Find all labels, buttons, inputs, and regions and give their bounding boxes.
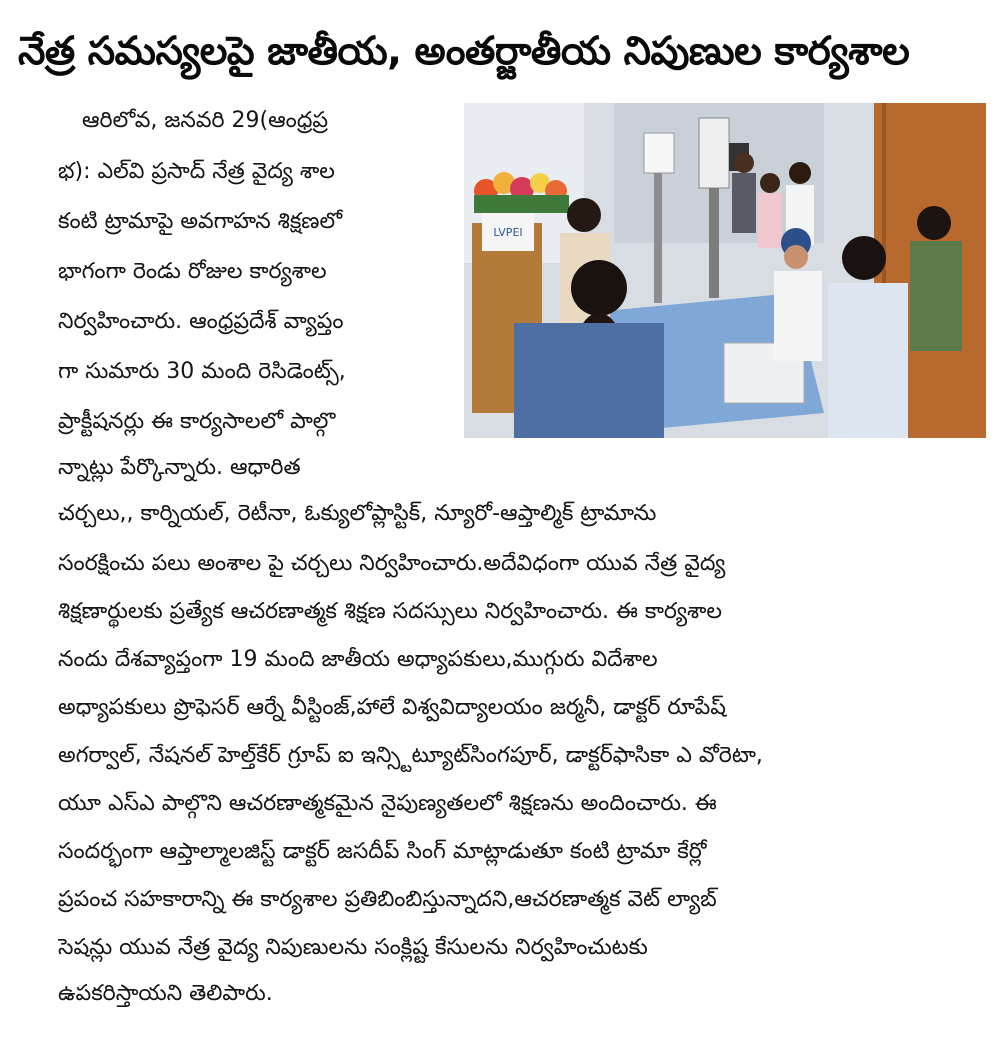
article-line: భ): ఎల్‌వి ప్రసాద్‌ నేత్ర వైద్య శాల <box>58 159 335 184</box>
article-line: గా సుమారు 30 మంది రెసిడెంట్స్‌, <box>58 359 346 384</box>
article-line: ప్రపంచ సహకారాన్ని ఈ కార్యశాల ప్రతిబింబిస్తున్నాదని,ఆచరణాత్మక వెట్‌ ల్యాబ్‌ <box>58 887 717 912</box>
article-line: ఆరిలోవ, జనవరి 29(ఆంధ్రప్ర <box>82 108 328 133</box>
workshop-photo-illustration <box>464 103 986 438</box>
article-line: సెషన్లు యువ నేత్ర వైద్య నిపుణులను సంక్లిష్ట కేసులను నిర్వహించుటకు <box>58 935 648 960</box>
article-line: కంటి ట్రామాపై అవగాహన శిక్షణలో <box>58 209 343 234</box>
banner-text: LVPEI <box>493 226 523 239</box>
article-line: న్నాట్లు పేర్కొన్నారు. ఆధారిత <box>58 455 301 480</box>
article-line: ఉపకరిస్తాయని తెలిపారు. <box>58 981 273 1006</box>
article-headline: నేత్ర సమస్యలపై జాతీయ, అంతర్జాతీయ నిపుణుల కార్యశాల <box>18 29 910 74</box>
article-line: చర్చలు,, కార్నియల్‌, రెటీనా, ఓక్యులోప్లాస్టిక్‌, న్యూరో-ఆప్తాల్మిక్‌ ట్రామాను <box>58 501 657 526</box>
article-line: అధ్యాపకులు ప్రొఫెసర్‌ ఆర్నే వీస్టింజ్‌,హాలే విశ్వవిద్యాలయం జర్మనీ, డాక్టర్‌ రూపేష్‌ <box>58 695 726 720</box>
article-line: ప్రాక్టీషనర్లు ఈ కార్యసాలలో పాల్గొ <box>58 409 336 434</box>
article-line: భాగంగా రెండు రోజుల కార్యశాల <box>58 259 327 284</box>
article-line: నందు దేశవ్యాప్తంగా 19 మంది జాతీయ అధ్యాపకులు,ముగ్గురు విదేశాల <box>58 647 658 672</box>
article-line: సంరక్షించు పలు అంశాల పై చర్చలు నిర్వహించారు.అదేవిధంగా యువ నేత్ర వైద్య <box>58 551 726 576</box>
article-line: శిక్షణార్థులకు ప్రత్యేక ఆచరణాత్మక శిక్షణ సదస్సులు నిర్వహించారు. ఈ కార్యశాల <box>58 599 723 624</box>
article-line: నిర్వహించారు. ఆంధ్రప్రదేశ్‌ వ్యాప్తం <box>58 309 344 334</box>
article-line: సందర్భంగా ఆప్తాల్మాలజిస్ట్‌ డాక్టర్‌ జసదీప్‌ సింగ్‌ మాట్లాడుతూ కంటి ట్రామా కేర్లో <box>58 839 707 864</box>
news-photo <box>464 103 986 438</box>
article-line: యూ ఎస్‌ఎ పాల్గొని ఆచరణాత్మకమైన నైపుణ్యతలలో శిక్షణను అందించారు. ఈ <box>58 791 717 816</box>
article-line: అగర్వాల్‌, నేషనల్‌ హెల్త్‌కేర్‌ గ్రూప్‌ ఐ ఇన్స్టిట్యూట్‌సింగపూర్‌, డాక్టర్‌ఫాసికా ఎ వోరెటా, <box>58 743 763 768</box>
